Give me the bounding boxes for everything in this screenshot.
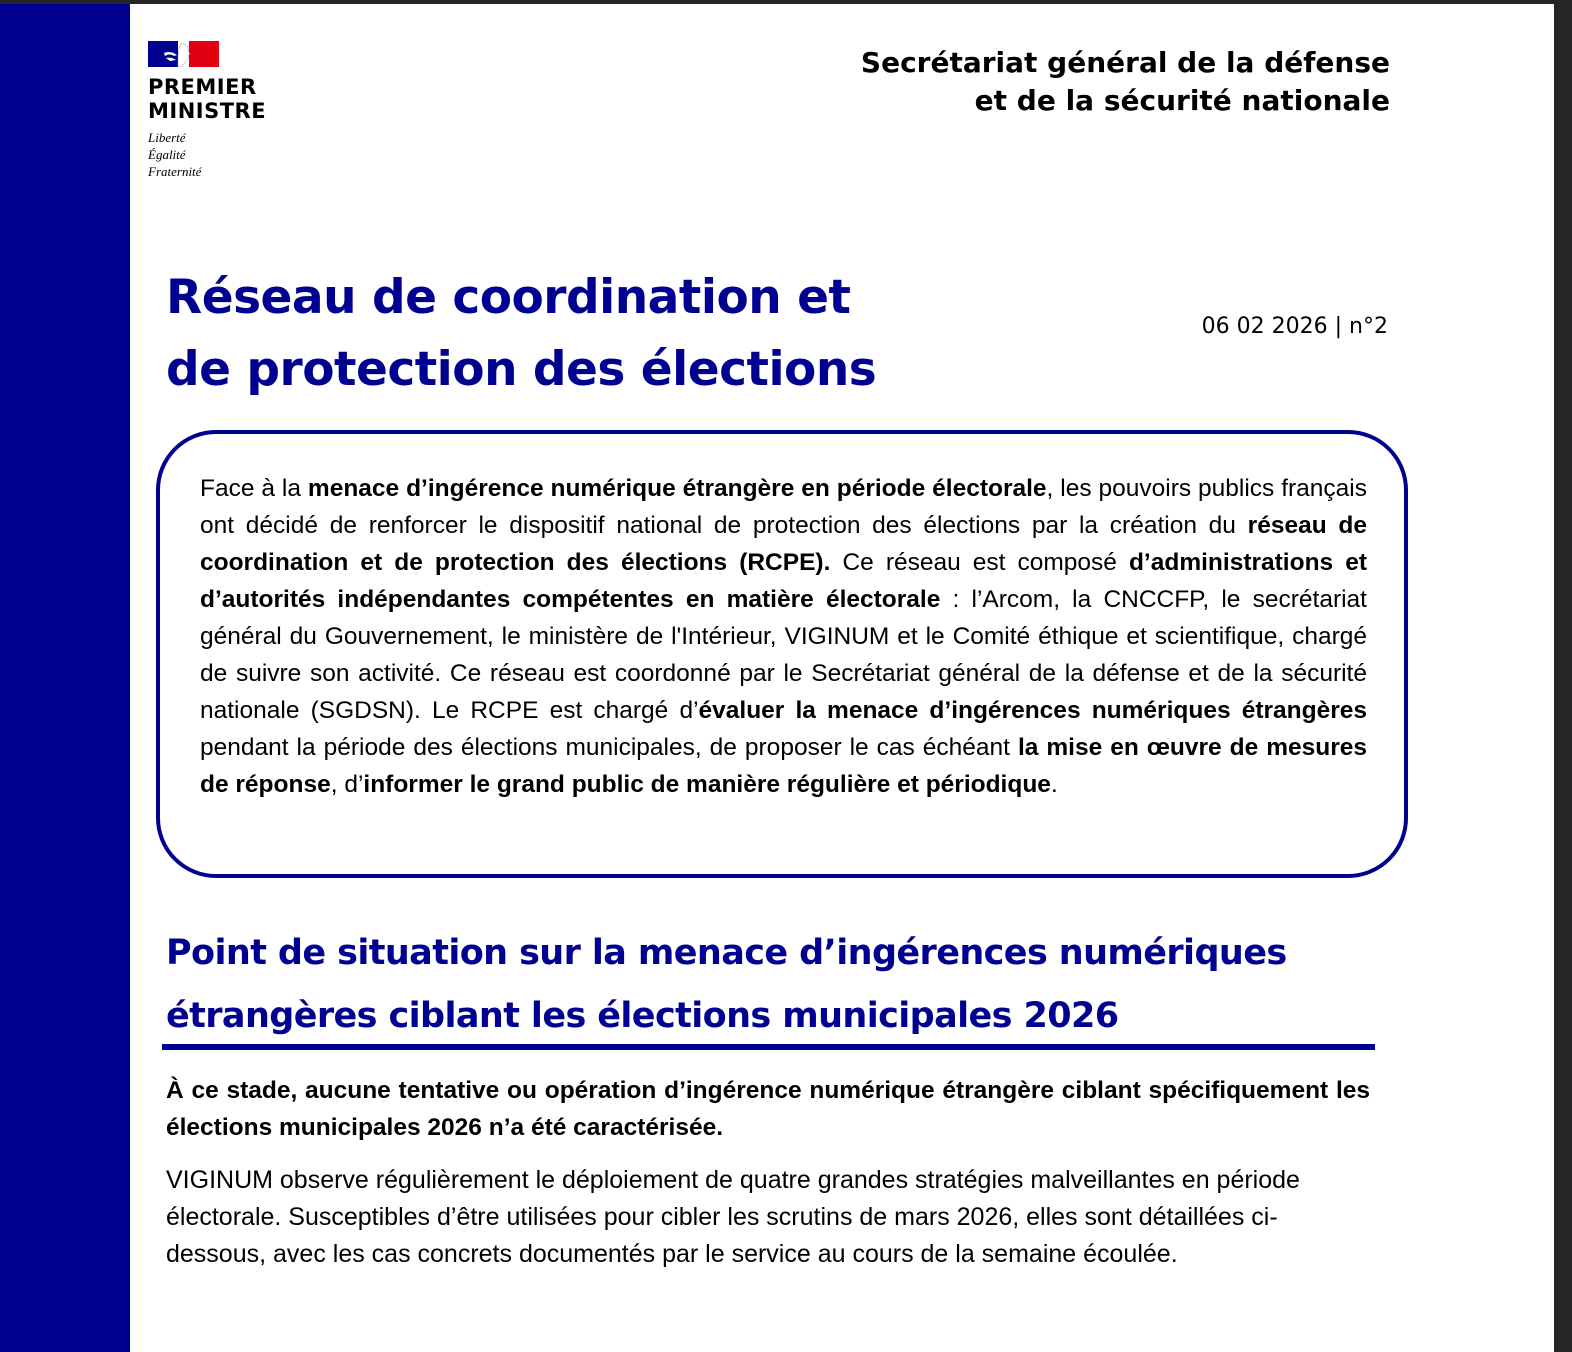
intro-text-run: Ce réseau est composé [830, 549, 1129, 576]
motto-liberte: Liberté [148, 130, 186, 145]
logo-title-line2: MINISTRE [148, 99, 267, 123]
premier-ministre-logo [148, 41, 266, 180]
logo-title-line1: PREMIER [148, 75, 257, 99]
intro-paragraph [200, 470, 1367, 803]
intro-emphasis: d’administrations et d’autorités indépendantes compétentes en matière électorale [200, 549, 1367, 613]
left-color-band [0, 4, 130, 1352]
intro-text-run: Face à la [200, 475, 308, 502]
logo-title [148, 75, 266, 123]
page-title [166, 262, 876, 406]
motto-fraternite: Fraternité [148, 164, 202, 179]
issue-date: 06 02 2026 [1201, 314, 1328, 339]
page-title-line2: de protection des élections [166, 342, 877, 397]
section-divider [162, 1044, 1375, 1050]
intro-emphasis: la mise en œuvre de mesures de réponse [200, 734, 1368, 798]
motto-egalite: Égalité [148, 147, 186, 162]
organization-line2: et de la sécurité nationale [974, 84, 1390, 117]
lead-statement: À ce stade, aucune tentative ou opération d’ingérence numérique étrangère ciblant spécifiquement les élections municipales 2026 n’a été caractérisée. [166, 1077, 1370, 1141]
intro-emphasis: informer le grand public de manière régulière et périodique [363, 771, 1051, 798]
intro-text-run: : l’Arcom, la CNCCFP, le secrétariat général du Gouvernement, le ministère de l'Intérieur, VIGINUM et le Comité éthique et scientifique, chargé de suivre son activité. Ce réseau est coordonné par le Secrétariat général de la défense et de la sécurité nationale (SGDSN). Le RCPE est chargé d’ [200, 586, 1367, 724]
section-title [166, 922, 1376, 1048]
intro-text-run: , les pouvoirs publics français ont décidé de renforcer le dispositif national de protection des élections par la création du [200, 475, 1367, 539]
issue-separator: | [1334, 314, 1343, 339]
document-page [0, 4, 1554, 1352]
intro-emphasis: évaluer la menace d’ingérences numériques étrangères [698, 697, 1367, 724]
issue-number: n°2 [1349, 314, 1388, 339]
section-title-line2: étrangères ciblant les élections municipales 2026 [166, 996, 1119, 1036]
page-title-line1: Réseau de coordination et [166, 270, 851, 325]
republic-motto [148, 129, 266, 180]
body-paragraph: VIGINUM observe régulièrement le déploiement de quatre grandes stratégies malveillantes en période électorale. Susceptibles d’être utilisées pour cibler les scrutins de mars 2026, elles sont détaillées ci-dessous, avec les cas concrets documentés par le service au cours de la semaine écoulée. [166, 1166, 1300, 1268]
intro-text-run: , d’ [330, 771, 364, 798]
organization-name [861, 44, 1390, 120]
organization-line1: Secrétariat général de la défense [860, 46, 1390, 79]
issue-info [1202, 314, 1388, 339]
marianne-flag-icon [148, 41, 219, 67]
intro-text-run: . [1050, 771, 1058, 798]
intro-text-run: pendant la période des élections municipales, de proposer le cas échéant [200, 734, 1018, 761]
intro-emphasis: réseau de coordination et de protection des élections (RCPE). [200, 512, 1367, 576]
section-title-line1: Point de situation sur la menace d’ingérences numériques [166, 933, 1287, 973]
intro-emphasis: menace d’ingérence numérique étrangère en période électorale [307, 475, 1047, 502]
